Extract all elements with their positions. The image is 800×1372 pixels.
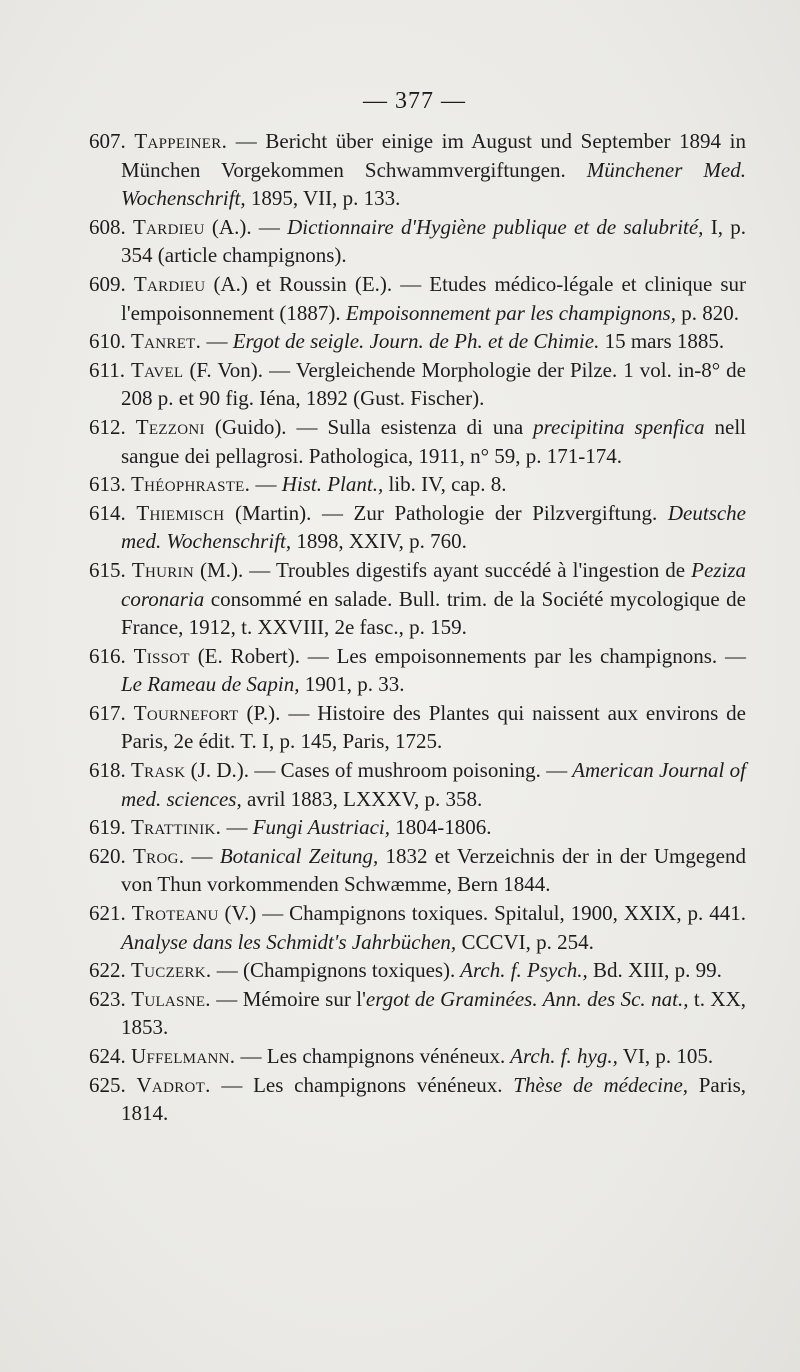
entry-number: 607. bbox=[89, 129, 126, 153]
bibliography-entry bbox=[89, 956, 746, 985]
entry-details: t. XX, 1853. bbox=[121, 986, 747, 1040]
entry-author: Trask bbox=[131, 758, 186, 783]
entry-number: 609. bbox=[89, 271, 126, 296]
entry-text: — Bericht über einige im August und September 1894 in München Vorgekommen Schwammvergiftungen. bbox=[121, 129, 747, 182]
bibliography-entry bbox=[89, 1042, 746, 1071]
entry-details: Bd. XIII, p. 99. bbox=[587, 958, 722, 983]
entry-author: Vadrot. bbox=[136, 1072, 211, 1097]
entry-author: Tappeiner. bbox=[134, 129, 228, 153]
entry-title: Botanical Zeitung, bbox=[212, 843, 379, 868]
entry-details: 15 mars 1885. bbox=[599, 329, 725, 354]
bibliography-entry bbox=[89, 1071, 746, 1128]
entry-text: — Les champignons vénéneux. bbox=[235, 1044, 506, 1068]
entry-author: Trattinik. bbox=[131, 815, 222, 840]
entry-text: — bbox=[184, 843, 213, 868]
entry-author: Tuczerk. bbox=[131, 958, 212, 983]
entry-title: Dictionnaire d'Hygiène publique et de salubrité, bbox=[279, 214, 704, 239]
entry-details: consommé en salade. Bull. trim. de la Société mycologique de France, 1912, t. XXVIII, 2e fasc., p. 159. bbox=[121, 586, 746, 640]
entry-number: 621. bbox=[89, 901, 126, 926]
entry-title: American Journal of med. sciences, bbox=[121, 758, 746, 811]
entry-details: I, p. 354 (article champignons). bbox=[121, 214, 746, 268]
entry-author: Tardieu bbox=[133, 271, 206, 296]
entry-number: 611. bbox=[89, 357, 125, 382]
bibliography-entry bbox=[89, 899, 746, 956]
bibliography-entry bbox=[89, 356, 746, 413]
entry-title: Hist. Plant., bbox=[276, 472, 384, 497]
entry-details: VI, p. 105. bbox=[617, 1044, 714, 1068]
entry-title: Peziza coronaria bbox=[121, 557, 747, 611]
entry-title: Empoisonnement par les champignons, bbox=[340, 300, 676, 325]
entry-author: Troteanu bbox=[131, 901, 219, 926]
entry-number: 612. bbox=[89, 414, 126, 439]
entry-number: 622. bbox=[89, 958, 126, 983]
entry-number: 623. bbox=[89, 986, 126, 1011]
entry-details: 1895, VII, p. 133. bbox=[245, 186, 401, 211]
entry-title: Münchener Med. Wochenschrift, bbox=[121, 157, 746, 211]
entry-title: Arch. f. hyg., bbox=[505, 1044, 618, 1068]
entry-text: (J. D.). — Cases of mushroom poisoning. — bbox=[185, 758, 568, 783]
entry-details: nell sangue dei pellagrosi. Pathologica, 1911, n° 59, p. 171-174. bbox=[121, 414, 747, 468]
entry-text: (P.). — Histoire des Plantes qui naissent aux environs de Paris, 2e édit. T. I, p. 145, Paris, 1725. bbox=[121, 700, 747, 754]
entry-number: 618. bbox=[89, 758, 126, 783]
entry-author: Tanret. bbox=[131, 329, 202, 354]
entry-text: — Les champignons vénéneux. bbox=[210, 1072, 503, 1097]
bibliography-entry bbox=[89, 813, 746, 842]
entry-text: (Martin). — Zur Pathologie der Pilzvergiftung. bbox=[224, 500, 658, 525]
entry-author: Uffelmann. bbox=[131, 1044, 236, 1068]
bibliography-entry bbox=[89, 270, 746, 327]
entry-details: 1804-1806. bbox=[390, 815, 492, 840]
entry-title: Deutsche med. Wochenschrift, bbox=[121, 500, 747, 554]
entry-title: Analyse dans les Schmidt's Jahrbüchen, bbox=[121, 929, 457, 954]
entry-text: — bbox=[250, 472, 277, 497]
entry-title: ergot de Graminées. Ann. des Sc. nat., bbox=[365, 986, 689, 1011]
entry-text: — Mémoire sur l' bbox=[210, 986, 366, 1011]
entry-details: lib. IV, cap. 8. bbox=[383, 472, 507, 497]
entry-text: — bbox=[221, 815, 248, 840]
entry-text: (A.) et Roussin (E.). — Etudes médico-légale et clinique sur l'empoisonnement (1887). bbox=[121, 271, 747, 325]
entry-author: Tulasne. bbox=[131, 986, 211, 1011]
entry-author: Trog. bbox=[133, 843, 185, 868]
entry-title: Ergot de seigle. Journ. de Ph. et de Chimie. bbox=[227, 329, 600, 354]
entry-text: (Guido). — Sulla esistenza di una bbox=[204, 414, 524, 439]
entry-number: 610. bbox=[89, 329, 126, 354]
entry-details: Paris, 1814. bbox=[121, 1072, 746, 1126]
entry-title: precipitina spenfica bbox=[523, 414, 705, 439]
entry-author: Tardieu bbox=[133, 214, 205, 239]
entry-title: Arch. f. Psych., bbox=[455, 958, 588, 983]
entry-number: 608. bbox=[89, 214, 126, 239]
entry-author: Tezzoni bbox=[135, 414, 205, 439]
entry-author: Tissot bbox=[133, 643, 190, 668]
entry-number: 625. bbox=[89, 1072, 126, 1097]
entry-text: (M.). — Troubles digestifs ayant succédé à l'ingestion de bbox=[193, 557, 686, 582]
entry-text: (F. Von). — Vergleichende Morphologie der Pilze. 1 vol. in-8° de 208 p. et 90 fig. Iéna, 1892 (Gust. Fischer). bbox=[121, 357, 746, 411]
entry-text: — bbox=[201, 329, 228, 354]
entry-number: 615. bbox=[89, 557, 126, 582]
bibliography-entry bbox=[89, 756, 746, 813]
entry-title: Thèse de médecine, bbox=[502, 1072, 689, 1097]
entry-title: Le Rameau de Sapin, bbox=[121, 672, 300, 697]
entry-number: 613. bbox=[89, 472, 126, 497]
entry-text: (V.) — Champignons toxiques. Spitalul, 1900, XXIX, p. 441. bbox=[218, 901, 746, 926]
entry-details: 1901, p. 33. bbox=[299, 672, 405, 697]
entry-number: 620. bbox=[89, 843, 126, 868]
entry-text: (E. Robert). — Les empoisonnements par les champignons. — bbox=[189, 643, 746, 668]
entry-details: 1898, XXIV, p. 760. bbox=[291, 529, 467, 554]
entry-author: Tournefort bbox=[133, 700, 239, 725]
bibliography-entry bbox=[89, 327, 746, 356]
entry-details: p. 820. bbox=[675, 300, 739, 325]
page-number: — 377 — bbox=[363, 88, 466, 114]
bibliography-entry bbox=[89, 556, 746, 642]
bibliography-entry bbox=[89, 699, 746, 756]
bibliography-entry bbox=[89, 413, 746, 470]
bibliography-entry bbox=[89, 213, 746, 270]
entry-number: 624. bbox=[89, 1044, 126, 1068]
entry-text: (A.). — bbox=[204, 214, 280, 239]
bibliography-entry bbox=[89, 985, 746, 1042]
entry-details: avril 1883, LXXXV, p. 358. bbox=[241, 786, 483, 811]
entry-author: Théophraste. bbox=[131, 472, 251, 497]
entry-number: 616. bbox=[89, 643, 126, 668]
bibliography-list bbox=[89, 127, 750, 1128]
entry-author: Thiemisch bbox=[136, 500, 225, 525]
entry-author: Tavel bbox=[131, 357, 184, 382]
entry-number: 619. bbox=[89, 815, 126, 840]
bibliography-entry bbox=[89, 842, 746, 899]
bibliography-entry bbox=[89, 642, 746, 699]
entry-details: CCCVI, p. 254. bbox=[456, 929, 594, 954]
entry-title: Fungi Austriaci, bbox=[247, 815, 391, 840]
bibliography-entry bbox=[89, 127, 746, 213]
entry-author: Thurin bbox=[131, 557, 194, 582]
bibliography-entry bbox=[89, 499, 746, 556]
entry-number: 614. bbox=[89, 500, 126, 525]
bibliography-entry bbox=[89, 470, 746, 499]
entry-text: — (Champignons toxiques). bbox=[211, 958, 456, 983]
entry-details: 1832 et Verzeichnis der in der Umgegend von Thun vorkommenden Schwæmme, Bern 1844. bbox=[121, 843, 746, 897]
entry-number: 617. bbox=[89, 700, 126, 725]
